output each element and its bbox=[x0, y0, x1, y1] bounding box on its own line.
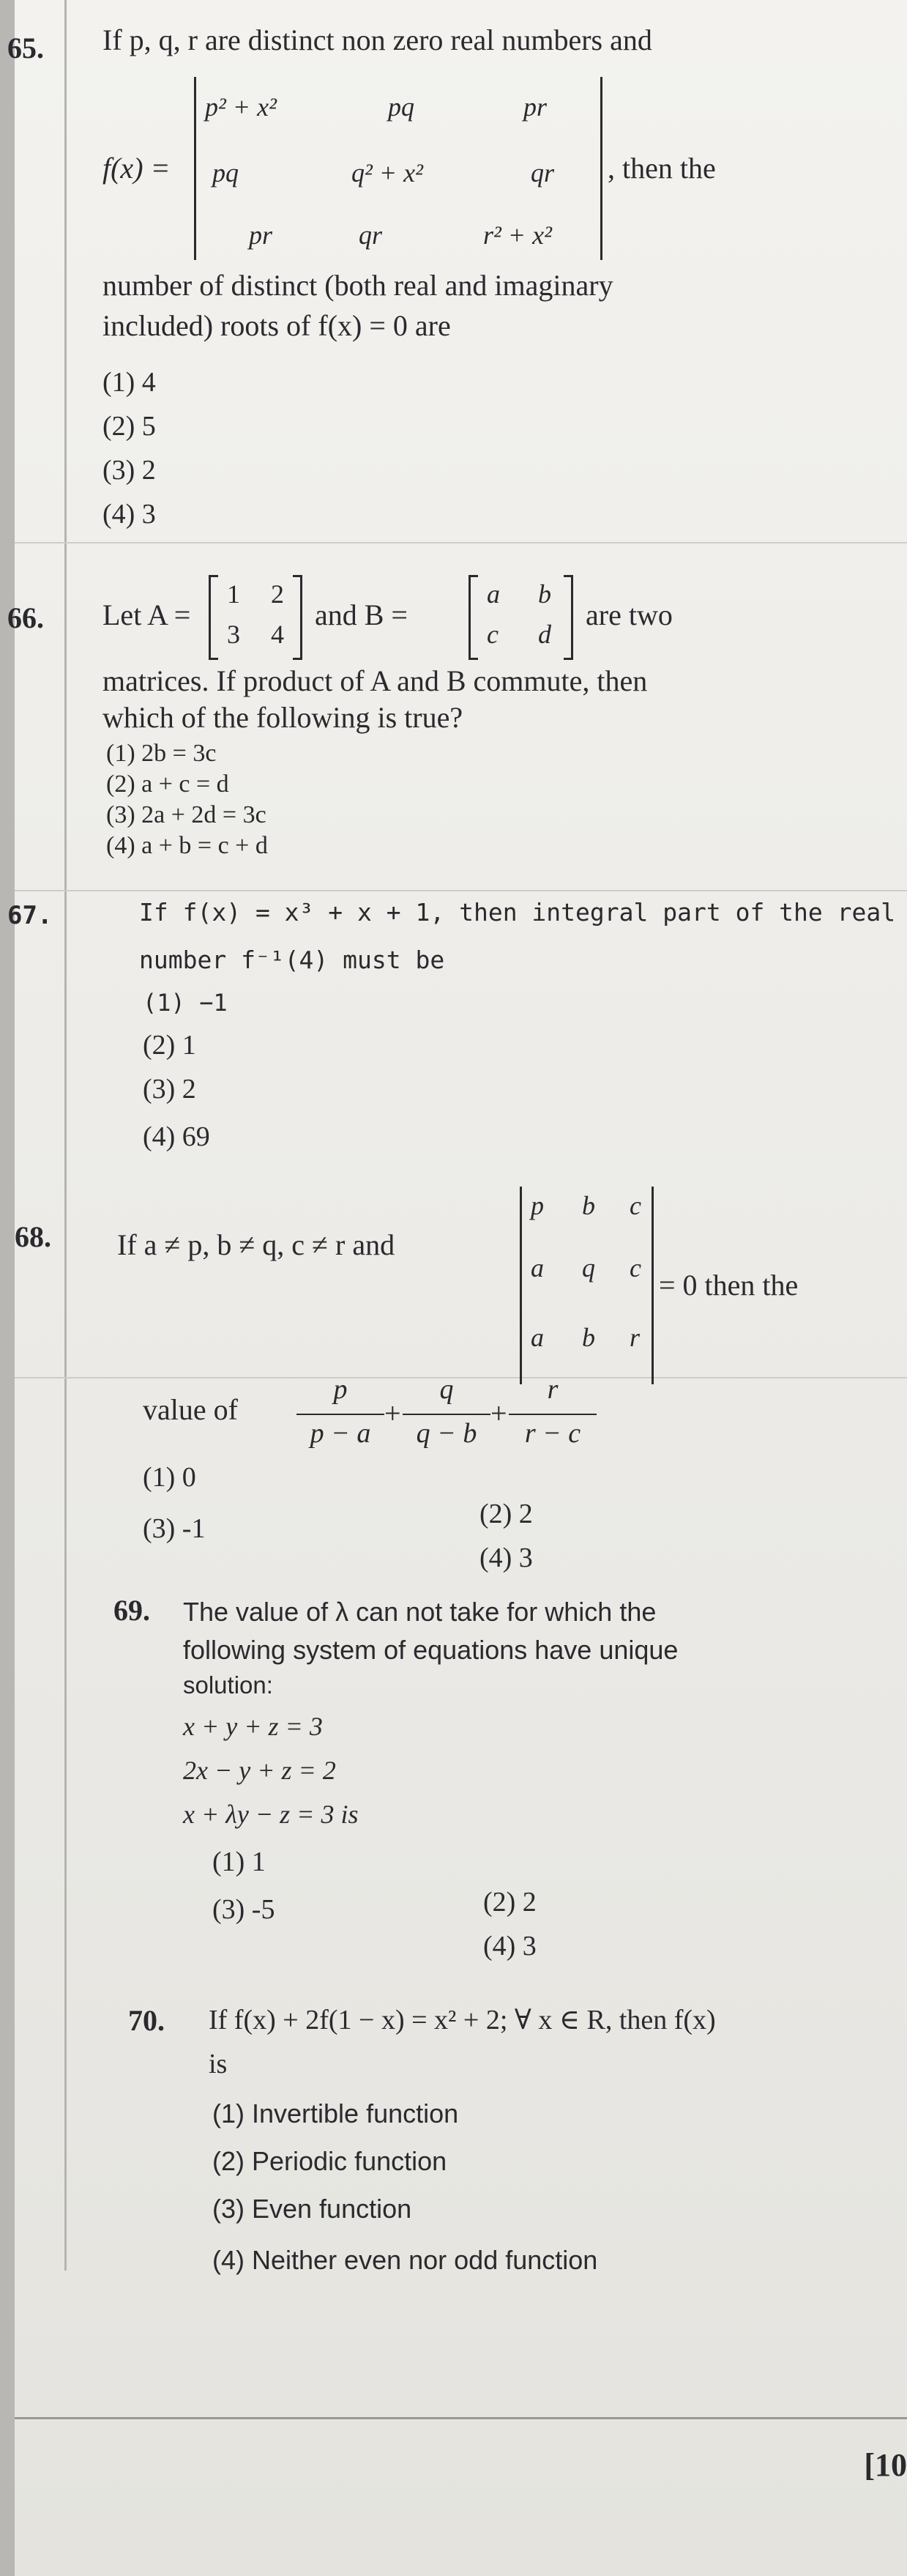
fraction-numerator: p bbox=[333, 1374, 348, 1405]
question-text: number f⁻¹(4) must be bbox=[139, 946, 445, 974]
question-text: If p, q, r are distinct non zero real numbers and bbox=[102, 23, 652, 56]
question-text: number of distinct (both real and imaginary bbox=[102, 269, 613, 302]
matrix-bracket bbox=[469, 575, 478, 660]
matrix-entry: pq bbox=[388, 92, 414, 122]
matrix-entry: 4 bbox=[271, 620, 284, 649]
equation: 2x − y + z = 2 bbox=[183, 1756, 336, 1785]
option: (2) 5 bbox=[102, 411, 156, 442]
option: (3) 2a + 2d = 3c bbox=[106, 801, 266, 828]
option: (1) 1 bbox=[212, 1846, 266, 1877]
question-number: 69. bbox=[113, 1594, 150, 1627]
option: (1) 0 bbox=[143, 1462, 196, 1493]
question-text: are two bbox=[586, 598, 673, 631]
question-text: matrices. If product of A and B commute, then bbox=[102, 664, 648, 697]
fraction-denominator: r − c bbox=[524, 1418, 581, 1449]
option: (4) Neither even nor odd function bbox=[212, 2245, 598, 2275]
margin-line bbox=[64, 0, 67, 2271]
question-text: = 0 then the bbox=[659, 1269, 799, 1302]
option: (2) 1 bbox=[143, 1030, 196, 1061]
matrix-entry: c bbox=[630, 1191, 641, 1220]
matrix-entry: p bbox=[531, 1191, 544, 1220]
option: (3) 2 bbox=[102, 455, 156, 486]
option: (2) 2 bbox=[483, 1887, 537, 1918]
option: (4) 3 bbox=[102, 499, 156, 530]
plus-sign: + bbox=[490, 1397, 507, 1430]
question-text: included) roots of f(x) = 0 are bbox=[102, 309, 451, 342]
matrix-entry: qr bbox=[531, 158, 555, 188]
matrix-entry: 3 bbox=[227, 620, 240, 649]
fraction-line bbox=[403, 1414, 490, 1415]
matrix-entry: r² + x² bbox=[483, 220, 552, 250]
option: (2) a + c = d bbox=[106, 771, 229, 798]
question-text: The value of λ can not take for which the bbox=[183, 1597, 657, 1627]
matrix-entry: c bbox=[630, 1253, 641, 1283]
option: (3) -1 bbox=[143, 1513, 206, 1544]
matrix-entry: a bbox=[531, 1253, 544, 1283]
matrix-entry: q bbox=[582, 1253, 595, 1283]
question-text: Let A = bbox=[102, 598, 191, 631]
matrix-entry: b bbox=[538, 579, 551, 609]
determinant-bar bbox=[194, 77, 196, 260]
matrix-entry: p² + x² bbox=[205, 92, 277, 122]
paper-fold bbox=[15, 542, 907, 543]
question-text: and B = bbox=[315, 598, 408, 631]
matrix-entry: pq bbox=[212, 158, 239, 188]
matrix-entry: r bbox=[630, 1323, 641, 1352]
matrix-entry: a bbox=[531, 1323, 544, 1352]
question-text: solution: bbox=[183, 1671, 273, 1699]
question-number: 65. bbox=[7, 31, 44, 64]
option: (1) −1 bbox=[143, 989, 228, 1017]
option: (1) 4 bbox=[102, 367, 156, 398]
equation: x + y + z = 3 bbox=[183, 1712, 323, 1741]
fraction-denominator: q − b bbox=[416, 1418, 477, 1449]
fraction-line bbox=[296, 1414, 384, 1415]
fraction-numerator: r bbox=[547, 1374, 559, 1405]
question-text: , then the bbox=[608, 152, 716, 185]
footer-rule bbox=[15, 2417, 907, 2419]
determinant-bar bbox=[520, 1187, 522, 1384]
question-number: 70. bbox=[128, 2004, 165, 2037]
question-number: 68. bbox=[15, 1220, 51, 1253]
option: (4) 69 bbox=[143, 1121, 210, 1152]
page-number: [10 bbox=[864, 2447, 907, 2483]
determinant-bar bbox=[600, 77, 602, 260]
matrix-bracket bbox=[564, 575, 573, 660]
option: (3) -5 bbox=[212, 1894, 275, 1925]
option: (4) a + b = c + d bbox=[106, 832, 268, 859]
question-text: is bbox=[209, 2049, 228, 2079]
question-text: If f(x) + 2f(1 − x) = x² + 2; ∀ x ∈ R, then f(x) bbox=[209, 2005, 716, 2035]
matrix-entry: c bbox=[487, 620, 499, 649]
question-text: If a ≠ p, b ≠ q, c ≠ r and bbox=[117, 1228, 395, 1261]
matrix-entry: 2 bbox=[271, 579, 284, 609]
function-label: f(x) = bbox=[102, 152, 171, 185]
matrix-entry: q² + x² bbox=[351, 158, 423, 188]
question-text: value of bbox=[143, 1393, 238, 1426]
matrix-entry: b bbox=[582, 1191, 595, 1220]
matrix-entry: d bbox=[538, 620, 551, 649]
paper-fold bbox=[15, 890, 907, 891]
equation: x + λy − z = 3 is bbox=[183, 1800, 359, 1829]
option: (1) Invertible function bbox=[212, 2098, 459, 2128]
matrix-entry: pr bbox=[249, 220, 273, 250]
matrix-entry: a bbox=[487, 579, 500, 609]
matrix-entry: pr bbox=[523, 92, 548, 122]
plus-sign: + bbox=[384, 1397, 401, 1430]
matrix-entry: b bbox=[582, 1323, 595, 1352]
question-text: If f(x) = x³ + x + 1, then integral part of the real bbox=[139, 898, 896, 927]
option: (2) 2 bbox=[479, 1499, 533, 1529]
option: (2) Periodic function bbox=[212, 2146, 447, 2176]
fraction-numerator: q bbox=[439, 1374, 454, 1405]
option: (4) 3 bbox=[479, 1543, 533, 1573]
question-number: 66. bbox=[7, 601, 44, 634]
question-text: which of the following is true? bbox=[102, 701, 463, 734]
option: (3) Even function bbox=[212, 2194, 412, 2224]
matrix-entry: 1 bbox=[227, 579, 240, 609]
fraction-denominator: p − a bbox=[310, 1418, 371, 1449]
option: (4) 3 bbox=[483, 1931, 537, 1961]
question-number: 67. bbox=[7, 901, 53, 930]
matrix-bracket bbox=[293, 575, 302, 660]
matrix-entry: qr bbox=[359, 220, 383, 250]
exam-page bbox=[7, 0, 907, 2576]
matrix-bracket bbox=[209, 575, 218, 660]
question-text: following system of equations have unique bbox=[183, 1635, 679, 1665]
fraction-line bbox=[509, 1414, 597, 1415]
option: (1) 2b = 3c bbox=[106, 740, 217, 767]
option: (3) 2 bbox=[143, 1074, 196, 1105]
determinant-bar bbox=[652, 1187, 654, 1384]
